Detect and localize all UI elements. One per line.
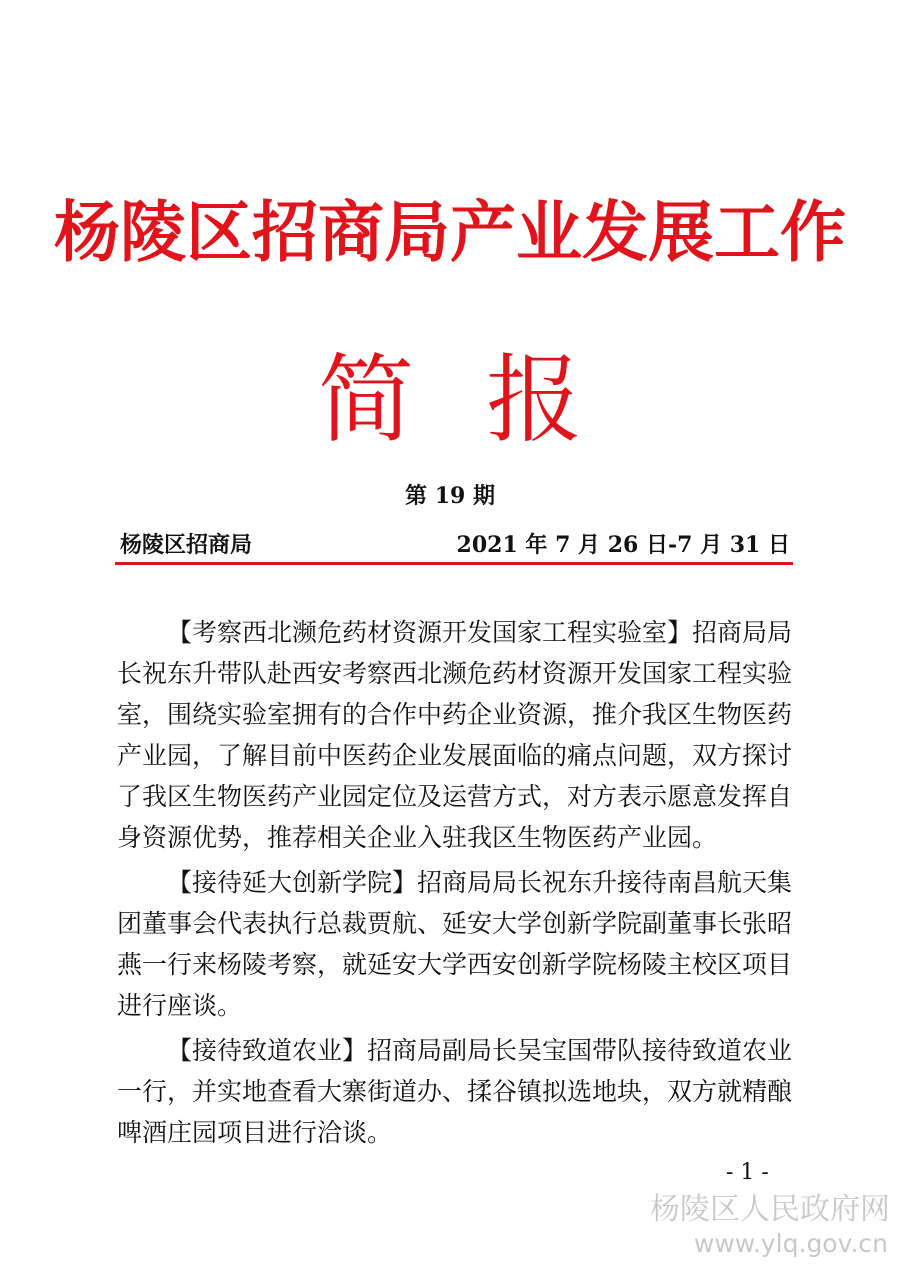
body-text (117, 612, 792, 1157)
issuer-name: 杨陵区招商局 (120, 532, 253, 558)
document-title: 杨陵区招商局产业发展工作 (54, 194, 846, 271)
body-paragraph: 【接待致道农业】招商局副局长吴宝国带队接待致道农业一行，并实地查看大寨街道办、揉谷镇拟选地块，双方就精酿啤酒庄园项目进行洽谈。 (117, 1036, 793, 1147)
red-divider-rule (115, 562, 793, 565)
date-range: 2021 年 7 月 26 日-7 月 31 日 (456, 532, 790, 558)
watermark-site-url: www.ylq.gov.cn (693, 1229, 888, 1258)
page-number: - 1 - (726, 1160, 769, 1185)
body-paragraph: 【接待延大创新学院】招商局局长祝东升接待南昌航天集团董事会代表执行总裁贾航、延安大学创新学院副董事长张昭燕一行来杨陵考察，就延安大学西安创新学院杨陵主校区项目进行座谈。 (117, 868, 793, 1020)
body-paragraph: 【考察西北濒危药材资源开发国家工程实验室】招商局局长祝东升带队赴西安考察西北濒危药材资源开发国家工程实验室，围绕实验室拥有的合作中药企业资源，推介我区生物医药产业园，了解目前中医药企业发展面临的痛点问题，双方探讨了我区生物医药产业园定位及运营方式，对方表示愿意发挥自身资源优势，推荐相关企业入驻我区生物医药产业园。 (117, 618, 793, 852)
issue-number: 第 19 期 (405, 483, 495, 509)
document-subtitle: 简报 (318, 344, 654, 456)
watermark-site-name: 杨陵区人民政府网 (650, 1192, 890, 1227)
